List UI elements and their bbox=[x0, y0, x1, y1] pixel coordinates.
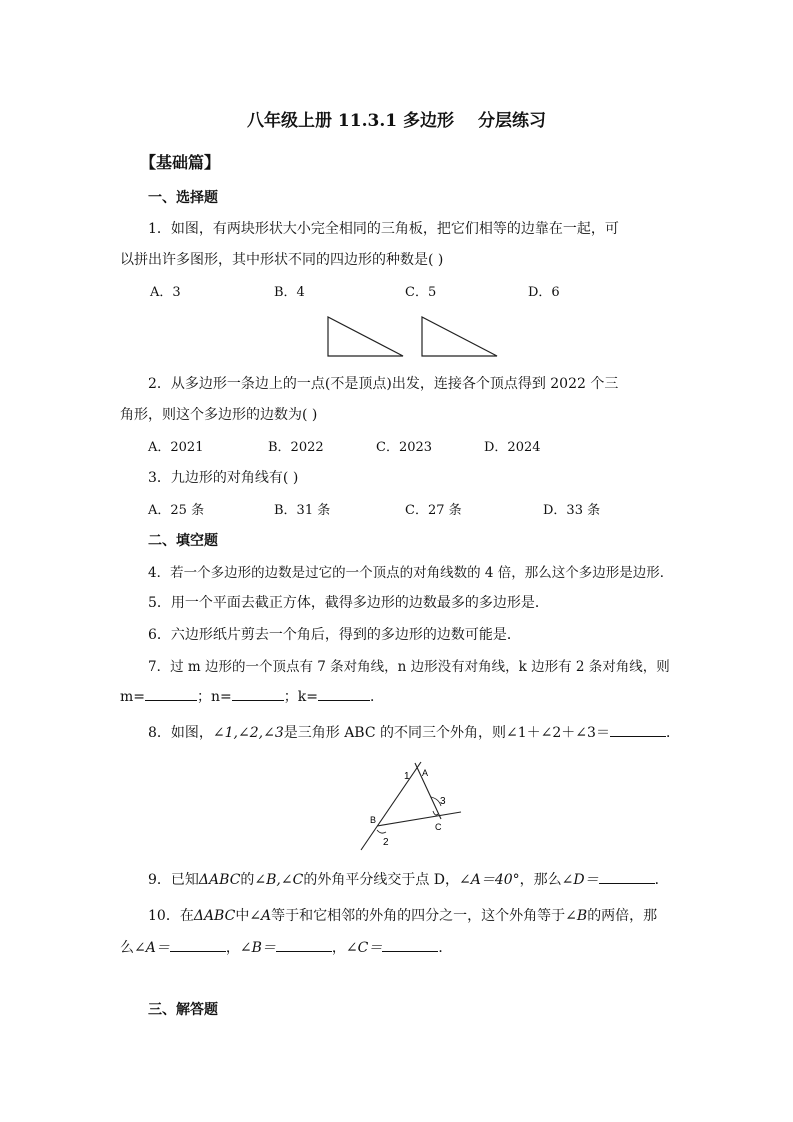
label-1: 1 bbox=[404, 771, 410, 782]
label-b: B bbox=[370, 815, 377, 825]
q9-prefix: 9．已知 bbox=[148, 872, 199, 888]
side-ba-extended bbox=[361, 762, 421, 850]
q2-option-b: B．2022 bbox=[268, 440, 324, 455]
q7-k-label: ；k= bbox=[283, 689, 318, 705]
q2-option-a: A．2021 bbox=[148, 440, 204, 455]
q10-line2-prefix: 么 bbox=[120, 940, 134, 956]
label-c: C bbox=[435, 822, 442, 832]
q1-triangles-figure bbox=[320, 312, 510, 362]
q7-m-blank bbox=[145, 688, 197, 701]
part3-heading: 三、解答题 bbox=[148, 1002, 218, 1018]
q9-end: ． bbox=[654, 872, 669, 888]
part1-heading: 一、选择题 bbox=[148, 190, 218, 206]
q9-triangle: ΔABC bbox=[198, 872, 241, 888]
q2-option-d: D．2024 bbox=[484, 440, 541, 455]
q10-line2 bbox=[120, 937, 452, 957]
q10-triangle: ΔABC bbox=[193, 908, 236, 924]
q10-middle2: 等于和它相邻的外角的四分之一，这个外角等于 bbox=[271, 908, 566, 924]
q1-option-c: C．5 bbox=[405, 285, 437, 300]
q8-triangle-figure bbox=[355, 757, 470, 855]
q9-middle3: ，那么 bbox=[519, 872, 562, 888]
q8-middle: 是三角形 ABC 的不同三个外角，则 bbox=[283, 725, 507, 741]
q1-line2: 以拼出许多图形，其中形状不同的四边形的种数是( ) bbox=[120, 252, 444, 268]
q6-text: 6．六边形纸片剪去一个角后，得到的多边形的边数可能是． bbox=[148, 627, 521, 643]
q8-prefix: 8．如图， bbox=[148, 725, 213, 741]
angle2-arc bbox=[377, 830, 386, 833]
q9-angle-d: ∠D＝ bbox=[561, 872, 599, 888]
q10-blank-b bbox=[276, 939, 332, 952]
part2-heading: 二、填空题 bbox=[148, 533, 218, 549]
triangle-right bbox=[422, 317, 497, 356]
label-3: 3 bbox=[440, 796, 446, 807]
q10-prefix: 10．在 bbox=[148, 908, 194, 924]
q3-line: 3．九边形的对角线有( ) bbox=[148, 470, 299, 486]
q1-option-d: D．6 bbox=[528, 285, 560, 300]
q7-line1: 7．过 m 边形的一个顶点有 7 条对角线，n 边形没有对角线，k 边形有 2 条对角线，则 bbox=[148, 659, 670, 675]
q2-line1: 2．从多边形一条边上的一点(不是顶点)出发，连接各个顶点得到 2022 个三 bbox=[148, 376, 619, 392]
q9-middle1: 的 bbox=[240, 872, 255, 888]
q10-middle3: 的两倍，那 bbox=[587, 908, 658, 924]
q7-n-label: ；n= bbox=[197, 689, 232, 705]
q10-angle-b: ∠B bbox=[565, 908, 588, 924]
q10-answer-b-label: ∠B＝ bbox=[239, 940, 276, 956]
q8-text bbox=[148, 722, 680, 742]
label-2: 2 bbox=[383, 837, 389, 848]
q10-sep1: ， bbox=[225, 940, 240, 956]
q8-sum: ∠1＋∠2＋∠3＝ bbox=[506, 725, 610, 741]
q10-middle1: 中 bbox=[235, 908, 250, 924]
q9-middle2: 的外角平分线交于点 D， bbox=[303, 872, 460, 888]
q4-text: 4．若一个多边形的边数是过它的一个顶点的对角线数的 4 倍，那么这个多边形是边形． bbox=[148, 565, 674, 581]
q10-blank-c bbox=[382, 939, 438, 952]
q3-option-a: A．25 条 bbox=[148, 503, 205, 518]
q1-line1: 1．如图，有两块形状大小完全相同的三角板，把它们相等的边靠在一起，可 bbox=[148, 221, 619, 237]
q2-option-c: C．2023 bbox=[376, 440, 433, 455]
q3-option-c: C．27 条 bbox=[405, 503, 462, 518]
q7-k-blank bbox=[318, 688, 370, 701]
q10-blank-a bbox=[170, 939, 226, 952]
q10-answer-a-label: ∠A＝ bbox=[134, 940, 170, 956]
label-a: A bbox=[422, 768, 429, 778]
q10-end: ． bbox=[438, 940, 453, 956]
q7-line2 bbox=[120, 686, 384, 706]
q8-angles: ∠1,∠2,∠3 bbox=[212, 725, 284, 741]
q9-text bbox=[148, 869, 669, 889]
q5-text: 5．用一个平面去截正方体，截得多边形的边数最多的多边形是． bbox=[148, 595, 549, 611]
q10-sep2: ， bbox=[331, 940, 346, 956]
q7-n-blank bbox=[232, 688, 284, 701]
q3-option-d: D．33 条 bbox=[543, 503, 601, 518]
q9-angle-a: ∠A＝40° bbox=[459, 872, 520, 888]
q10-angle-a: ∠A bbox=[249, 908, 272, 924]
q1-option-b: B．4 bbox=[274, 285, 305, 300]
q3-option-b: B．31 条 bbox=[274, 503, 331, 518]
side-bc-extended bbox=[377, 812, 461, 826]
q10-answer-c-label: ∠C＝ bbox=[345, 940, 383, 956]
section-basic-heading: 【基础篇】 bbox=[140, 153, 221, 172]
q1-option-a: A．3 bbox=[150, 285, 181, 300]
triangle-left bbox=[328, 317, 403, 356]
q8-end: ． bbox=[665, 725, 680, 741]
q9-angles: ∠B,∠C bbox=[254, 872, 304, 888]
title-main: 八年级上册 11.3.1 多边形 bbox=[247, 111, 454, 131]
title-sub: 分层练习 bbox=[478, 111, 546, 131]
q2-line2: 角形，则这个多边形的边数为( ) bbox=[120, 407, 318, 423]
q7-m-label: m= bbox=[120, 689, 146, 705]
q8-blank bbox=[610, 724, 666, 737]
q9-blank bbox=[599, 871, 655, 884]
q10-line1 bbox=[148, 905, 657, 925]
page-title bbox=[0, 106, 793, 131]
q7-end: ． bbox=[369, 689, 384, 705]
